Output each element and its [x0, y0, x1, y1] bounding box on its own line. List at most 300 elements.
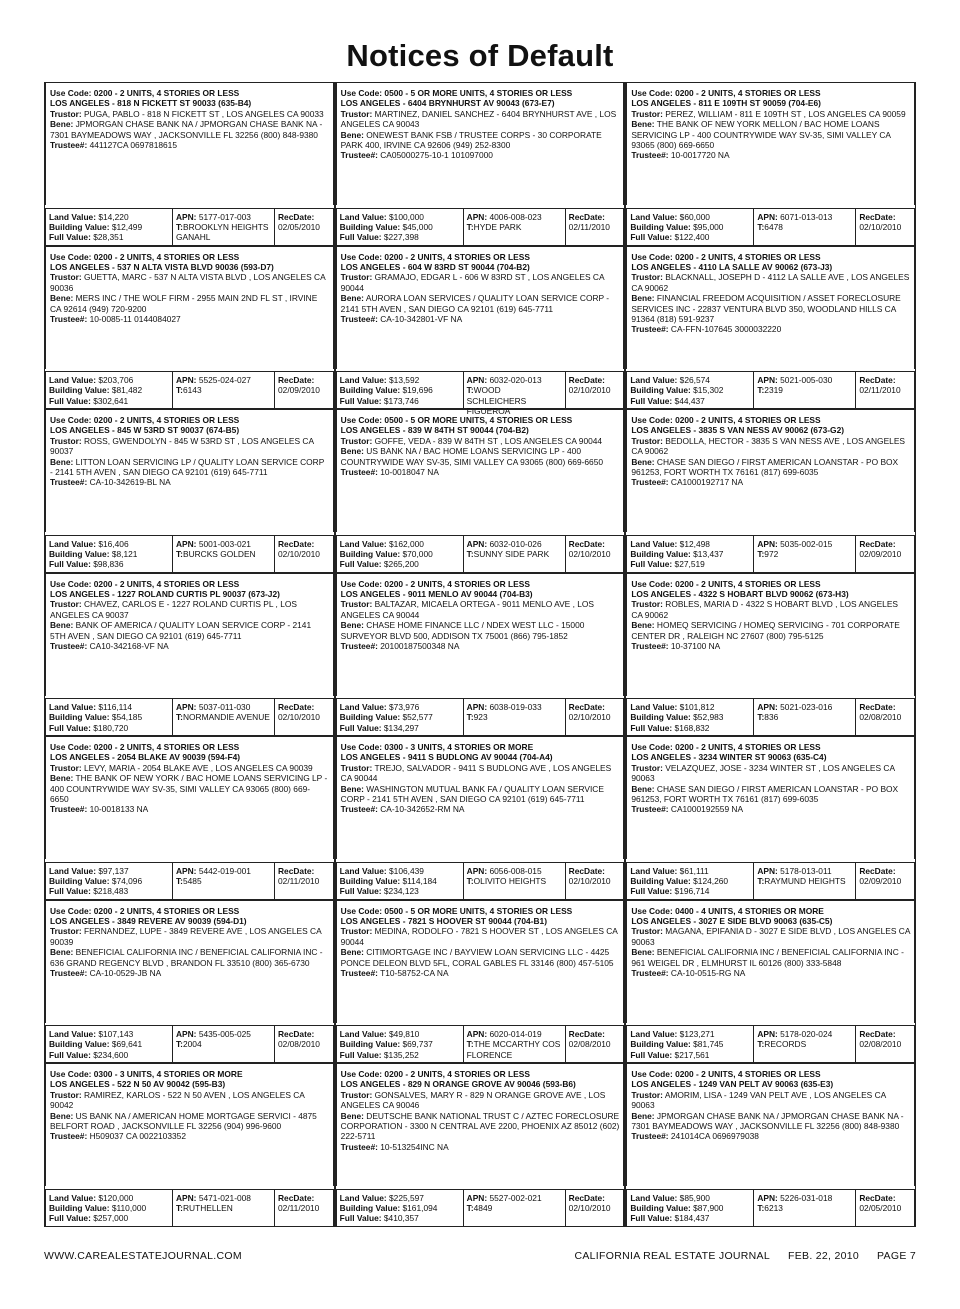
trustor-line [631, 109, 910, 119]
bene-line [631, 620, 910, 641]
use-code-value: 0200 - 2 UNITS, 4 STORIES OR LESS [93, 905, 240, 916]
trustor-line [631, 926, 910, 947]
full-value: $184,437 [674, 1213, 710, 1224]
bene-value: US BANK NA / AMERICAN HOME MORTGAGE SERVICI - 4875 BELFORT ROAD , JACKSONVILLE FL 32256 (904) 996-9600 [50, 1110, 317, 1132]
trustee-label: Trustee#: [631, 967, 669, 978]
trustor-label: Trustor: [631, 1089, 663, 1100]
use-code-value: 0300 - 3 UNITS, 4 STORIES OR MORE [93, 1069, 243, 1079]
trustor-value: BEDOLLA, HECTOR - 3835 S VAN NESS AVE , LOS ANGELES CA 90062 [631, 435, 905, 457]
notice-entry [625, 573, 916, 737]
notice-entry [335, 900, 626, 1064]
tract-label: T: [466, 385, 474, 396]
address-text: LOS ANGELES - 537 N ALTA VISTA BLVD 90036 (593-D7) [50, 261, 274, 272]
use-code-value: 0200 - 2 UNITS, 4 STORIES OR LESS [675, 415, 821, 425]
bene-line [341, 620, 620, 641]
use-code-line [50, 742, 329, 752]
bene-value: MERS INC / THE WOLF FIRM - 2955 MAIN 2ND FL ST , IRVINE CA 92614 (949) 720-9200 [50, 293, 318, 314]
trustor-label: Trustor: [50, 1089, 82, 1100]
apn-label: APN: [466, 211, 488, 222]
bene-value: BENEFICIAL CALIFORNIA INC / BENEFICIAL CALIFORNIA INC - 961 WEIGEL DR , ELMHURST IL 60126 (800) 333-5848 [631, 947, 904, 968]
full-value: $196,714 [674, 886, 710, 897]
values-cell [46, 209, 173, 245]
land-value: $203,706 [98, 375, 134, 385]
value-box [45, 1189, 334, 1227]
notice-text [336, 82, 625, 205]
values-cell [627, 209, 754, 245]
trustee-line [341, 150, 620, 160]
building-label: Building Value: [49, 548, 110, 559]
trustee-line [50, 140, 329, 150]
property-address [631, 752, 910, 762]
use-code-line [341, 252, 620, 262]
trustee-value: 10-0018047 NA [380, 467, 439, 478]
trustor-line [50, 1090, 329, 1111]
building-value: $110,000 [111, 1202, 147, 1213]
bene-label: Bene: [50, 293, 74, 304]
value-box [336, 535, 625, 573]
recdate-value: 02/08/2010 [278, 1039, 320, 1050]
tract-value: NORMANDIE AVENUE [182, 712, 270, 723]
trustee-line [50, 314, 329, 324]
notice-entry [44, 82, 335, 246]
recdate-value: 02/05/2010 [278, 221, 320, 232]
tract-value: RUTHELLEN [182, 1202, 233, 1213]
bene-value: THE BANK OF NEW YORK / BAC HOME LOANS SERVICING LP - 400 COUNTRYWIDE WAY SV-35, SIMI VALLEY CA 93065 (800) 669-6650 [50, 773, 328, 805]
property-address [50, 916, 329, 926]
use-code-line [631, 742, 910, 752]
recdate-cell [566, 1026, 624, 1062]
use-code-label: Use Code: [340, 578, 383, 589]
notice-text [336, 736, 625, 859]
bene-label: Bene: [340, 620, 364, 631]
trustee-value: 10-0017720 NA [670, 150, 730, 161]
recdate-value: 02/10/2010 [568, 875, 611, 886]
bene-label: Bene: [340, 129, 364, 140]
recdate-label: RecDate: [568, 375, 605, 385]
recdate-label: RecDate: [278, 1029, 315, 1039]
trustor-line [341, 926, 620, 947]
trustee-line [50, 1131, 329, 1141]
trustee-value: 10-0085-11 0144084027 [89, 313, 181, 324]
recdate-label: RecDate: [859, 538, 896, 549]
trustor-value: BLACKNALL, JOSEPH D - 4112 LA SALLE AVE , LOS ANGELES CA 90062 [631, 272, 910, 293]
trustee-label: Trustee#: [50, 140, 88, 151]
trustor-line [341, 763, 620, 784]
trustee-value: CA-FFN-107645 3000032220 [670, 324, 782, 335]
full-value: $218,483 [93, 886, 129, 897]
trustee-line [631, 477, 910, 487]
bene-value: ONEWEST BANK FSB / TRUSTEE CORPS - 30 CORPORATE PARK 400, IRVINE CA 92606 (949) 252-8300 [340, 129, 602, 151]
notice-text [45, 900, 334, 1023]
tract-label: T: [176, 221, 183, 232]
trustor-line [50, 599, 329, 620]
bene-line [631, 947, 910, 968]
apn-value: 6020-014-019 [489, 1029, 542, 1039]
apn-label: APN: [466, 702, 488, 712]
recdate-label: RecDate: [859, 1029, 896, 1039]
bene-line [341, 1111, 620, 1142]
property-address [50, 589, 329, 599]
use-code-value: 0200 - 2 UNITS, 4 STORIES OR LESS [675, 742, 821, 752]
notice-row [44, 82, 916, 246]
building-label: Building Value: [339, 875, 401, 886]
land-value: $26,574 [679, 375, 710, 385]
land-label: Land Value: [630, 1029, 678, 1039]
recdate-value: 02/10/2010 [568, 548, 611, 559]
address-text: LOS ANGELES - 1249 VAN PELT AV 90063 (635-E3) [631, 1079, 834, 1090]
building-label: Building Value: [339, 385, 401, 396]
bene-label: Bene: [631, 1110, 655, 1121]
bene-value: FINANCIAL FREEDOM ACQUISITION / ASSET FORECLOSURE SERVICES INC - 22837 VENTURA BLVD 350, WOODLAND HILLS CA 91364 (818) 591-9237 [631, 293, 901, 324]
full-label: Full Value: [49, 1213, 91, 1224]
full-value: $27,519 [674, 559, 705, 570]
recdate-cell [856, 699, 914, 735]
apn-label: APN: [176, 1029, 197, 1039]
use-code-label: Use Code: [340, 415, 383, 425]
trustor-label: Trustor: [340, 926, 373, 937]
recdate-label: RecDate: [568, 702, 605, 712]
tract-label: T: [466, 221, 474, 232]
apn-value: 4006-008-023 [489, 211, 542, 222]
notice-row [44, 1063, 916, 1227]
value-box [45, 1025, 334, 1063]
recdate-label: RecDate: [278, 865, 315, 876]
recdate-cell [566, 699, 624, 735]
trustor-value: FERNANDEZ, LUPE - 3849 REVERE AVE , LOS ANGELES CA 90039 [50, 926, 322, 947]
recdate-label: RecDate: [859, 702, 896, 712]
bene-label: Bene: [631, 456, 655, 467]
use-code-line [631, 415, 910, 425]
land-label: Land Value: [49, 1029, 97, 1039]
bene-line [341, 947, 620, 968]
building-label: Building Value: [339, 548, 401, 559]
tract-label: T: [466, 712, 474, 723]
land-label: Land Value: [49, 865, 97, 876]
apn-label: APN: [757, 375, 778, 385]
apn-value: 5435-005-025 [198, 1029, 251, 1039]
bene-label: Bene: [340, 1110, 364, 1121]
land-label: Land Value: [49, 538, 97, 549]
recdate-cell [275, 536, 333, 572]
trustor-value: ROBLES, MARIA D - 4322 S HOBART BLVD , LOS ANGELES CA 90062 [631, 599, 899, 620]
apn-label: APN: [757, 538, 778, 549]
trustee-line [341, 314, 620, 324]
land-label: Land Value: [630, 702, 678, 712]
tract-label: T: [757, 712, 765, 723]
recdate-label: RecDate: [278, 211, 315, 222]
tract-value: WOOD SCHLEICHERS FIGUEROA [466, 385, 527, 417]
building-label: Building Value: [49, 712, 110, 723]
notice-row [44, 900, 916, 1064]
recdate-value: 02/10/2010 [278, 712, 320, 723]
notice-entry [335, 82, 626, 246]
trustor-label: Trustor: [50, 762, 82, 773]
property-address [341, 752, 620, 762]
tract-value: RAYMUND HEIGHTS [764, 875, 846, 886]
building-label: Building Value: [630, 1039, 691, 1050]
full-value: $257,000 [93, 1213, 129, 1224]
bene-line [50, 293, 329, 314]
bene-label: Bene: [631, 119, 655, 130]
trustor-label: Trustor: [50, 435, 82, 446]
use-code-line [50, 906, 329, 916]
values-cell [337, 372, 464, 408]
values-cell [627, 699, 754, 735]
address-text: LOS ANGELES - 811 E 109TH ST 90059 (704-E6) [631, 98, 821, 109]
building-value: $87,900 [693, 1202, 724, 1213]
full-label: Full Value: [49, 395, 91, 406]
use-code-label: Use Code: [340, 251, 383, 262]
value-box [45, 535, 334, 573]
notice-text [336, 1063, 625, 1186]
notice-text [45, 736, 334, 859]
trustor-label: Trustor: [50, 599, 82, 610]
value-box [626, 698, 915, 736]
notice-entry [625, 82, 916, 246]
recdate-value: 02/11/2010 [568, 221, 610, 232]
trustee-label: Trustee#: [50, 640, 88, 651]
use-code-line [341, 1069, 620, 1079]
use-code-label: Use Code: [631, 415, 673, 425]
building-label: Building Value: [339, 221, 401, 232]
full-label: Full Value: [49, 886, 91, 897]
recdate-label: RecDate: [859, 375, 896, 385]
recdate-cell [856, 209, 914, 245]
notice-entry [625, 246, 916, 410]
use-code-label: Use Code: [50, 251, 92, 262]
apn-cell [464, 1026, 566, 1062]
building-value: $69,737 [402, 1039, 433, 1050]
recdate-label: RecDate: [278, 375, 315, 385]
trustee-value: CA1000192717 NA [670, 477, 744, 488]
land-value: $12,498 [679, 538, 710, 549]
bene-line [50, 947, 329, 968]
apn-cell [754, 536, 856, 572]
tract-value: THE MCCARTHY COS FLORENCE [466, 1039, 561, 1060]
use-code-label: Use Code: [50, 88, 92, 98]
notice-text [336, 409, 625, 532]
value-box [626, 1025, 915, 1063]
building-value: $13,437 [693, 548, 724, 559]
full-value: $98,836 [93, 559, 124, 570]
bene-label: Bene: [631, 947, 655, 958]
full-value: $217,561 [674, 1049, 710, 1060]
recdate-value: 02/10/2010 [568, 385, 611, 396]
trustee-value: CA-10-342619-BL NA [89, 477, 171, 488]
apn-label: APN: [466, 538, 488, 549]
bene-label: Bene: [50, 620, 74, 631]
apn-value: 5021-023-016 [780, 702, 833, 712]
recdate-label: RecDate: [278, 538, 315, 549]
apn-label: APN: [176, 702, 197, 712]
use-code-value: 0500 - 5 OR MORE UNITS, 4 STORIES OR LESS [384, 415, 573, 425]
recdate-value: 02/11/2010 [278, 875, 320, 886]
trustor-line [50, 109, 329, 119]
trustee-value: CA-10-342652-RM NA [380, 804, 465, 815]
trustee-value: CA05000275-10-1 101097000 [380, 150, 493, 161]
address-text: LOS ANGELES - 9411 S BUDLONG AV 90044 (704-A4) [340, 752, 553, 763]
building-value: $45,000 [402, 221, 433, 232]
full-label: Full Value: [49, 232, 91, 243]
full-value: $28,351 [93, 232, 124, 243]
apn-cell [754, 209, 856, 245]
apn-label: APN: [466, 1192, 488, 1203]
apn-cell [754, 372, 856, 408]
tract-label: T: [757, 875, 765, 886]
bene-value: THE BANK OF NEW YORK MELLON / BAC HOME LOANS SERVICING LP - 400 COUNTRYWIDE WAY SV-35, SIMI VALLEY CA 93065 (800) 669-6650 [631, 119, 891, 151]
values-cell [337, 1026, 464, 1062]
trustor-label: Trustor: [50, 108, 82, 119]
trustor-label: Trustor: [631, 926, 663, 937]
apn-cell [464, 699, 566, 735]
building-label: Building Value: [339, 1202, 401, 1213]
notice-entry [335, 1063, 626, 1227]
land-label: Land Value: [339, 1029, 387, 1039]
full-label: Full Value: [49, 1049, 91, 1060]
use-code-line [631, 579, 910, 589]
recdate-cell [275, 699, 333, 735]
full-label: Full Value: [630, 1049, 673, 1060]
apn-cell [464, 209, 566, 245]
trustor-label: Trustor: [631, 435, 663, 446]
land-value: $100,000 [389, 211, 424, 222]
trustee-line [631, 968, 910, 978]
values-cell [337, 1190, 464, 1226]
bene-label: Bene: [631, 783, 655, 794]
trustor-value: GONSALVES, MARY R - 829 N ORANGE GROVE AVE , LOS ANGELES CA 90046 [340, 1089, 606, 1111]
building-value: $69,641 [111, 1039, 143, 1050]
value-box [626, 862, 915, 900]
apn-value: 5442-019-001 [198, 865, 251, 876]
notice-text [45, 409, 334, 532]
tract-value: 6478 [764, 221, 783, 232]
trustee-line [50, 968, 329, 978]
land-label: Land Value: [630, 865, 678, 876]
use-code-line [341, 742, 620, 752]
address-text: LOS ANGELES - 839 W 84TH ST 90044 (704-B2) [340, 425, 529, 436]
footer-publication: CALIFORNIA REAL ESTATE JOURNAL [574, 1250, 770, 1262]
tract-value: HYDE PARK [473, 221, 522, 232]
use-code-label: Use Code: [50, 415, 92, 425]
property-address [341, 916, 620, 926]
apn-cell [173, 699, 275, 735]
bene-line [631, 119, 910, 150]
recdate-label: RecDate: [859, 865, 896, 876]
recdate-label: RecDate: [568, 1192, 605, 1203]
bene-label: Bene: [50, 119, 74, 130]
use-code-line [50, 88, 329, 98]
trustor-label: Trustor: [340, 599, 373, 610]
address-text: LOS ANGELES - 829 N ORANGE GROVE AV 90046 (593-B6) [340, 1079, 576, 1090]
full-label: Full Value: [630, 1213, 673, 1224]
recdate-cell [275, 1190, 333, 1226]
recdate-label: RecDate: [568, 538, 605, 549]
value-box [336, 698, 625, 736]
trustor-value: ROSS, GWENDOLYN - 845 W 53RD ST , LOS ANGELES CA 90037 [50, 435, 314, 457]
apn-cell [464, 1190, 566, 1226]
trustor-line [341, 272, 620, 293]
recdate-cell [275, 209, 333, 245]
recdate-value: 02/09/2010 [859, 875, 902, 886]
address-text: LOS ANGELES - 845 W 53RD ST 90037 (674-B5) [50, 425, 240, 436]
full-value: $173,746 [383, 395, 419, 406]
trustee-value: T10-58752-CA NA [380, 967, 449, 978]
values-cell [337, 863, 464, 899]
trustor-value: PEREZ, WILLIAM - 811 E 109TH ST , LOS ANGELES CA 90059 [665, 108, 906, 119]
bene-line [50, 773, 329, 804]
apn-label: APN: [466, 1029, 488, 1039]
apn-label: APN: [466, 865, 488, 876]
apn-label: APN: [757, 1192, 778, 1203]
building-value: $70,000 [402, 548, 433, 559]
full-value: $265,200 [383, 559, 419, 570]
notice-text [626, 82, 915, 205]
tract-value: 6213 [764, 1202, 783, 1213]
use-code-label: Use Code: [631, 251, 673, 262]
trustee-label: Trustee#: [340, 150, 378, 161]
trustee-label: Trustee#: [50, 477, 88, 488]
apn-label: APN: [757, 211, 778, 222]
recdate-value: 02/10/2010 [278, 548, 320, 559]
apn-value: 5021-005-030 [780, 375, 833, 385]
value-box [336, 208, 625, 246]
bene-label: Bene: [340, 293, 364, 304]
bene-value: LITTON LOAN SERVICING LP / QUALITY LOAN SERVICE CORP - 2141 5TH AVEN , SAN DIEGO CA 92101 (619) 645-7711 [50, 456, 325, 478]
bene-value: CHASE HOME FINANCE LLC / NDEX WEST LLC - 15000 SURVEYOR BLVD 500, ADDISON TX 75001 (866) 795-1852 [340, 620, 585, 641]
trustee-value: 10-513254INC NA [380, 1141, 449, 1152]
trustee-label: Trustee#: [340, 467, 378, 478]
tract-value: 2319 [764, 385, 783, 396]
recdate-value: 02/09/2010 [859, 548, 902, 559]
apn-cell [464, 536, 566, 572]
use-code-line [631, 88, 910, 98]
value-box [626, 371, 915, 409]
footer-info [556, 1250, 916, 1262]
footer-website: WWW.CAREALESTATEJOURNAL.COM [44, 1250, 242, 1262]
trustee-value: CA1000192559 NA [670, 804, 744, 815]
use-code-value: 0200 - 2 UNITS, 4 STORIES OR LESS [675, 578, 821, 589]
address-text: LOS ANGELES - 4322 S HOBART BLVD 90062 (673-H3) [631, 588, 849, 599]
recdate-value: 02/11/2010 [859, 385, 901, 396]
apn-cell [754, 699, 856, 735]
trustee-line [631, 1131, 910, 1141]
use-code-line [341, 906, 620, 916]
full-label: Full Value: [630, 559, 673, 570]
full-value: $227,398 [383, 232, 419, 243]
notice-entry [335, 736, 626, 900]
land-value: $16,406 [98, 538, 129, 549]
use-code-value: 0200 - 2 UNITS, 4 STORIES OR LESS [675, 251, 821, 262]
page-title: Notices of Default [346, 38, 614, 73]
trustee-label: Trustee#: [340, 1141, 378, 1152]
values-cell [627, 536, 754, 572]
land-value: $106,439 [389, 865, 424, 876]
trustee-line [341, 968, 620, 978]
address-text: LOS ANGELES - 3849 REVERE AV 90039 (594-D1) [50, 915, 247, 926]
address-text: LOS ANGELES - 818 N FICKETT ST 90033 (635-B4) [50, 98, 252, 109]
trustor-line [50, 272, 329, 293]
tract-value: 2004 [182, 1039, 202, 1050]
notice-text [45, 573, 334, 696]
full-value: $180,720 [93, 722, 129, 733]
full-label: Full Value: [49, 559, 91, 570]
notice-entry [44, 900, 335, 1064]
recdate-cell [856, 1190, 914, 1226]
full-label: Full Value: [339, 1213, 382, 1224]
value-box [45, 208, 334, 246]
trustee-value: 20100187500348 NA [380, 640, 460, 651]
use-code-value: 0200 - 2 UNITS, 4 STORIES OR LESS [384, 251, 530, 262]
